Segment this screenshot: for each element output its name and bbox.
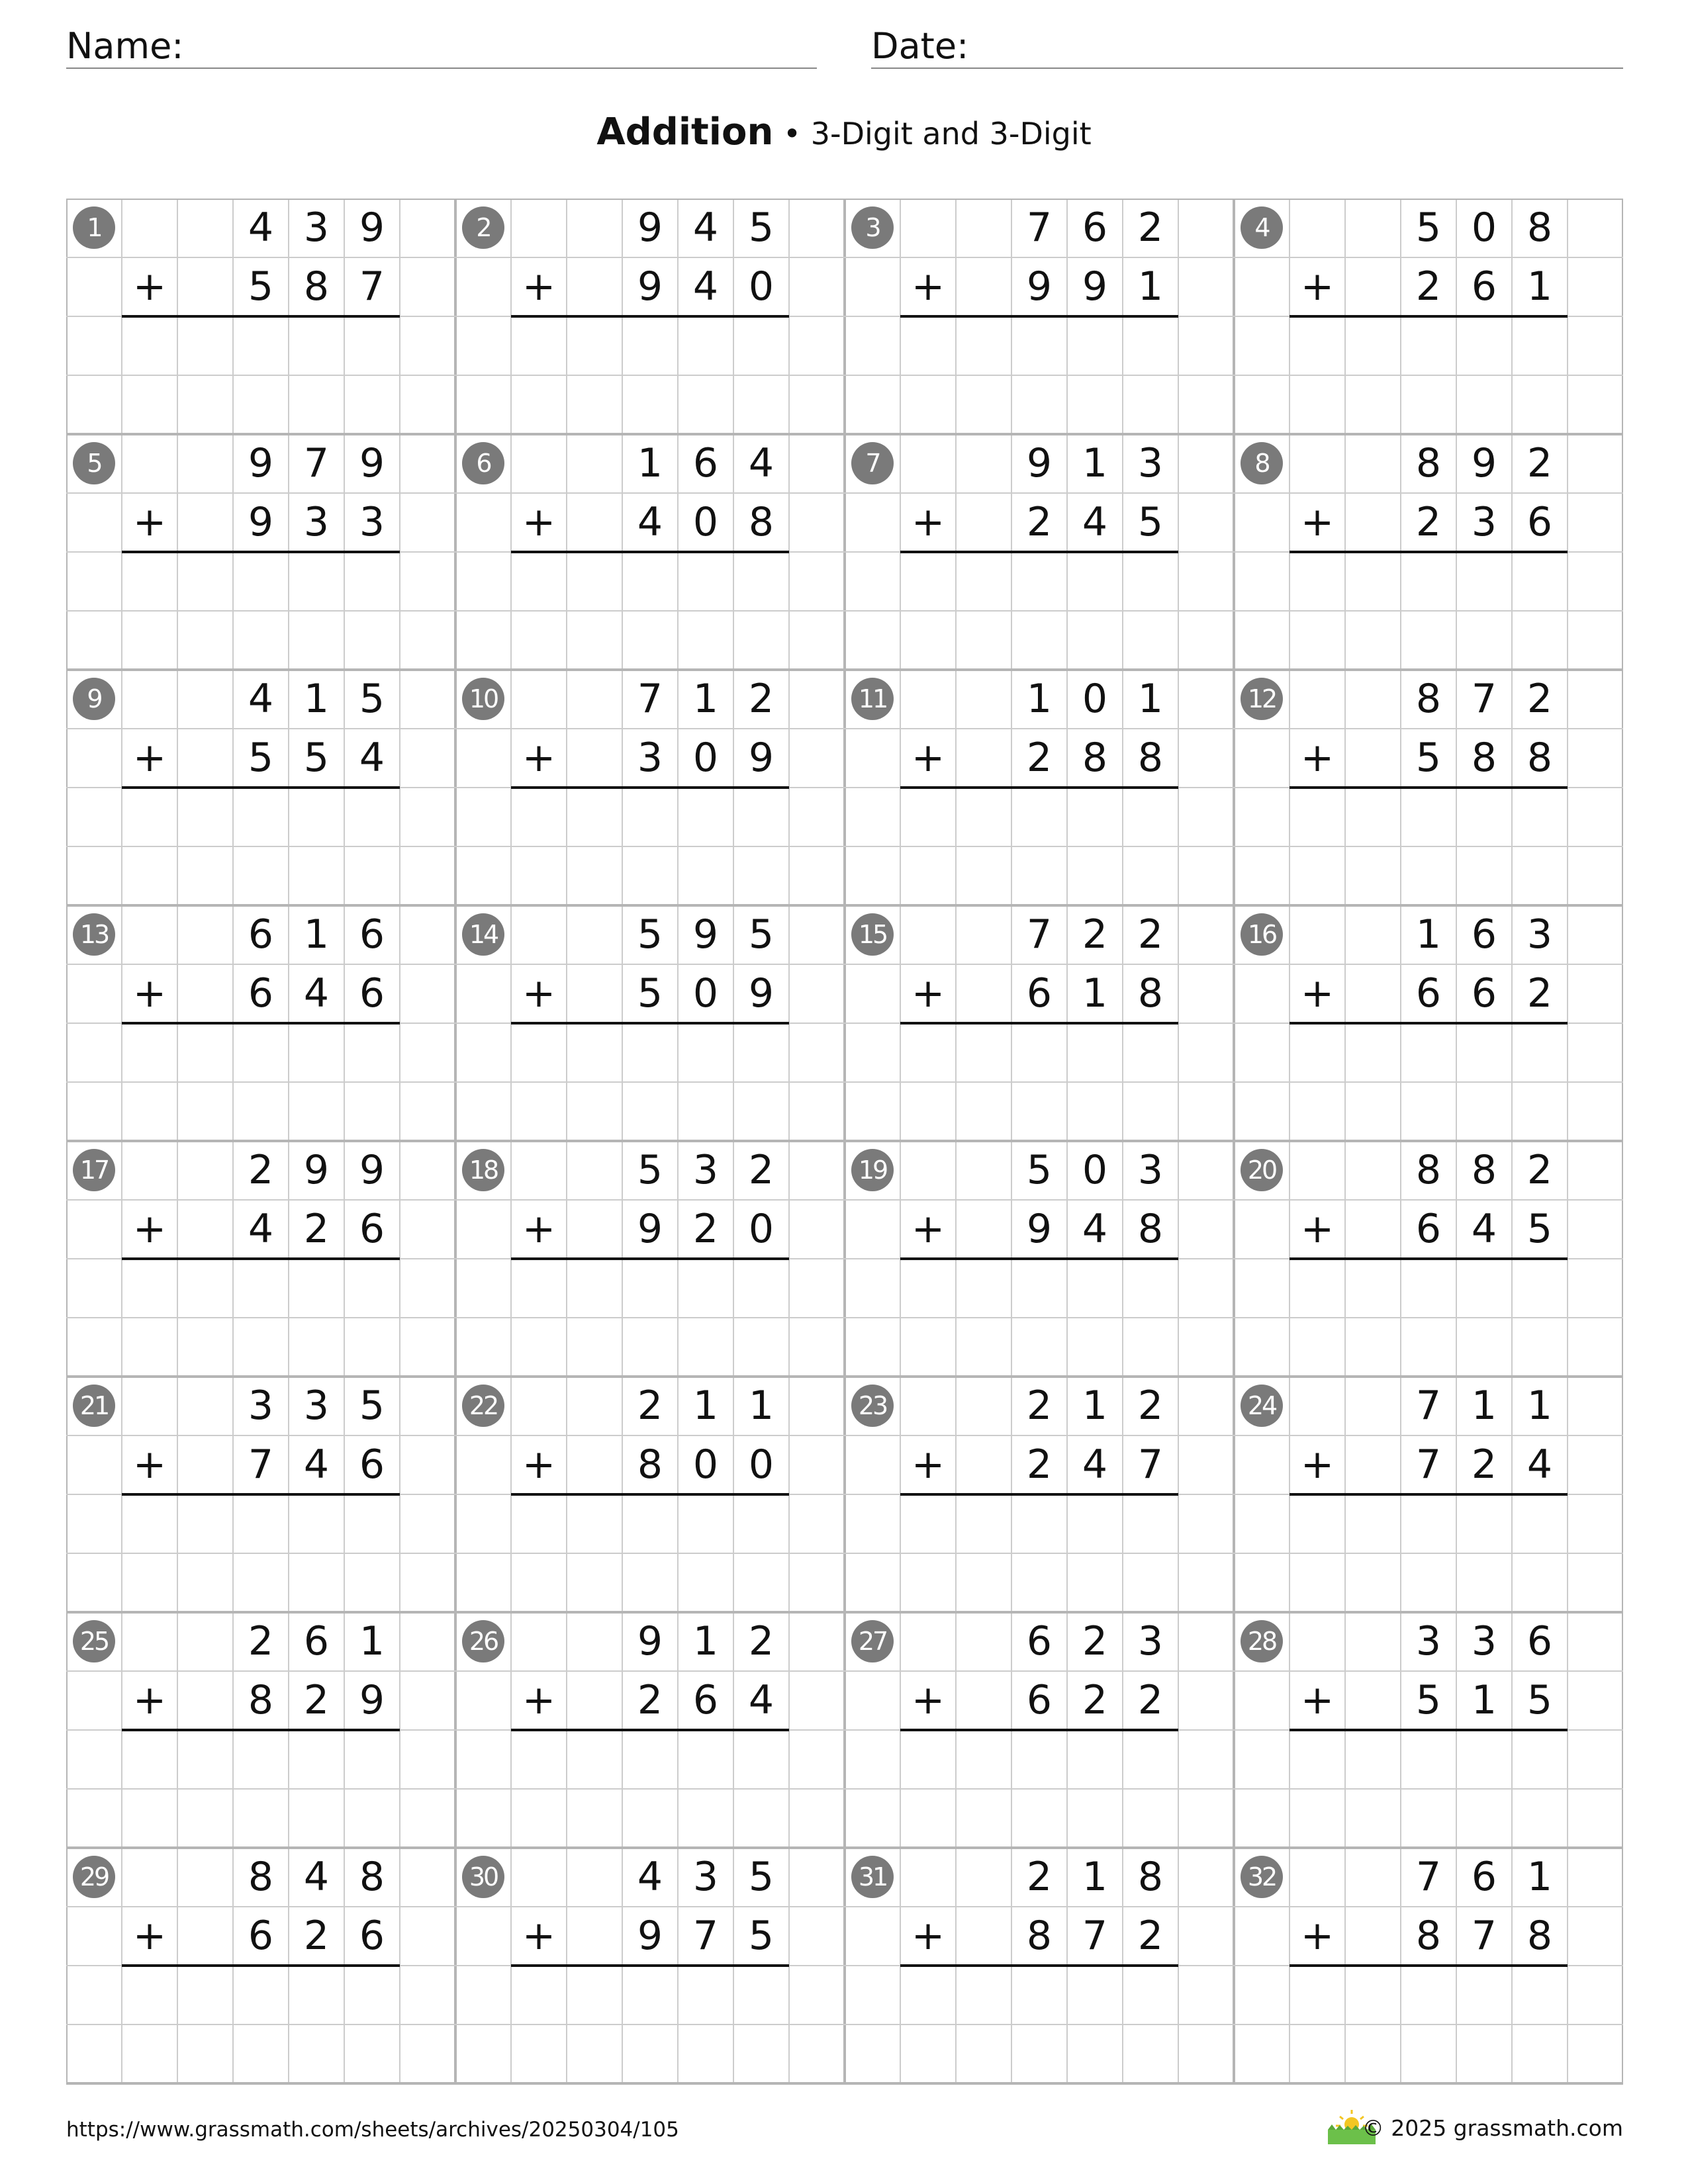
bottom-digit: 4 [1082,1206,1108,1252]
top-digit: 1 [1415,911,1442,958]
bottom-digit: 4 [248,1206,274,1252]
bottom-digit: 7 [1137,1441,1164,1488]
top-digit: 9 [359,440,385,486]
top-digit: 4 [303,1854,330,1900]
date-label: Date: [871,25,969,67]
plus-sign: + [522,1206,556,1252]
answer-area[interactable] [122,1496,400,1611]
top-digit: 3 [1137,440,1164,486]
top-digit: 5 [748,911,774,958]
answer-area[interactable] [511,1496,789,1611]
bottom-digit: 6 [359,1206,385,1252]
bottom-digit: 9 [359,1677,385,1723]
top-digit: 2 [1137,911,1164,958]
top-digit: 1 [748,1383,774,1429]
problem-number-badge: 13 [73,913,115,956]
bottom-digit: 8 [637,1441,663,1488]
answer-area[interactable] [511,318,789,433]
bottom-digit: 9 [1082,263,1108,310]
top-digit: 9 [1471,440,1497,486]
top-digit: 3 [692,1147,719,1193]
answer-area[interactable] [1289,789,1568,904]
problem-number-badge: 27 [851,1620,894,1662]
top-digit: 9 [637,205,663,251]
plus-sign: + [522,1913,556,1959]
bottom-digit: 2 [303,1677,330,1723]
bottom-digit: 8 [1137,1206,1164,1252]
top-digit: 3 [1526,911,1553,958]
bottom-digit: 6 [359,970,385,1017]
bottom-digit: 0 [692,735,719,781]
top-digit: 6 [303,1618,330,1664]
plus-sign: + [1300,1441,1335,1488]
top-digit: 2 [748,1147,774,1193]
top-digit: 2 [1526,1147,1553,1193]
top-digit: 2 [1026,1383,1053,1429]
top-digit: 1 [692,1618,719,1664]
bottom-digit: 6 [1026,1677,1053,1723]
top-digit: 1 [359,1618,385,1664]
top-digit: 5 [637,1147,663,1193]
problem-number-badge: 22 [462,1385,504,1427]
bottom-digit: 5 [637,970,663,1017]
plus-sign: + [911,1677,945,1723]
name-label: Name: [66,25,184,67]
top-digit: 5 [359,1383,385,1429]
bottom-digit: 6 [1415,970,1442,1017]
bottom-digit: 1 [1471,1677,1497,1723]
plus-sign: + [132,1913,167,1959]
bottom-digit: 5 [248,735,274,781]
top-digit: 8 [1137,1854,1164,1900]
bottom-digit: 2 [1526,970,1553,1017]
top-digit: 8 [1415,440,1442,486]
top-digit: 8 [1526,205,1553,251]
problem-number-badge: 25 [73,1620,115,1662]
top-digit: 3 [1137,1618,1164,1664]
answer-area[interactable] [1289,553,1568,668]
answer-area[interactable] [122,789,400,904]
top-digit: 0 [1471,205,1497,251]
bottom-digit: 4 [303,970,330,1017]
top-digit: 4 [248,676,274,722]
bottom-digit: 6 [248,1913,274,1959]
bottom-digit: 3 [637,735,663,781]
problem-number-badge: 5 [73,442,115,484]
problem-number-badge: 4 [1241,206,1283,249]
top-digit: 2 [1026,1854,1053,1900]
bottom-digit: 3 [303,499,330,545]
top-digit: 7 [1026,205,1053,251]
problem-number-badge: 2 [462,206,504,249]
answer-area[interactable] [900,1967,1178,2082]
bottom-digit: 6 [1026,970,1053,1017]
top-digit: 4 [248,205,274,251]
problem-number-badge: 6 [462,442,504,484]
answer-area[interactable] [511,1024,789,1140]
problem-number-badge: 30 [462,1856,504,1898]
bottom-digit: 2 [1026,735,1053,781]
bottom-digit: 5 [1526,1206,1553,1252]
bottom-digit: 6 [248,970,274,1017]
answer-area[interactable] [511,789,789,904]
top-digit: 7 [1471,676,1497,722]
top-digit: 1 [1526,1383,1553,1429]
problem-number-badge: 20 [1241,1149,1283,1191]
bottom-digit: 9 [637,1913,663,1959]
plus-sign: + [1300,263,1335,310]
top-digit: 5 [1415,205,1442,251]
top-digit: 6 [1082,205,1108,251]
top-digit: 2 [748,676,774,722]
bottom-digit: 6 [1471,263,1497,310]
top-digit: 2 [1137,1383,1164,1429]
bottom-digit: 4 [692,263,719,310]
bottom-digit: 8 [1137,735,1164,781]
bottom-digit: 9 [248,499,274,545]
top-digit: 1 [1082,440,1108,486]
plus-sign: + [132,1206,167,1252]
bottom-digit: 7 [359,263,385,310]
problem-number-badge: 17 [73,1149,115,1191]
plus-sign: + [522,970,556,1017]
top-digit: 3 [1415,1618,1442,1664]
problem-number-badge: 21 [73,1385,115,1427]
top-digit: 0 [1082,1147,1108,1193]
top-digit: 6 [1026,1618,1053,1664]
answer-area[interactable] [1289,1731,1568,1846]
top-digit: 7 [303,440,330,486]
plus-sign: + [522,263,556,310]
problem-number-badge: 23 [851,1385,894,1427]
top-digit: 3 [692,1854,719,1900]
plus-sign: + [522,1441,556,1488]
bottom-digit: 2 [692,1206,719,1252]
problem-number-badge: 18 [462,1149,504,1191]
top-digit: 5 [637,911,663,958]
top-digit: 3 [1137,1147,1164,1193]
problem-number-badge: 24 [1241,1385,1283,1427]
bottom-digit: 8 [248,1677,274,1723]
top-digit: 1 [1137,676,1164,722]
plus-sign: + [132,499,167,545]
answer-area[interactable] [1289,1260,1568,1375]
top-digit: 1 [303,676,330,722]
top-digit: 5 [748,205,774,251]
bottom-digit: 0 [748,263,774,310]
top-digit: 1 [1526,1854,1553,1900]
answer-area[interactable] [122,318,400,433]
bottom-digit: 7 [248,1441,274,1488]
top-digit: 3 [303,1383,330,1429]
name-line[interactable] [66,68,817,69]
plus-sign: + [1300,970,1335,1017]
bottom-digit: 0 [692,1441,719,1488]
top-digit: 1 [692,676,719,722]
top-digit: 7 [1415,1383,1442,1429]
title-subtitle: • 3-Digit and 3-Digit [773,116,1092,152]
bottom-digit: 4 [1471,1206,1497,1252]
bottom-digit: 8 [1137,970,1164,1017]
bottom-digit: 5 [748,1913,774,1959]
answer-area[interactable] [900,1024,1178,1140]
plus-sign: + [1300,1206,1335,1252]
top-digit: 3 [1471,1618,1497,1664]
top-digit: 9 [248,440,274,486]
answer-area[interactable] [900,553,1178,668]
answer-area[interactable] [1289,318,1568,433]
bottom-digit: 8 [1026,1913,1053,1959]
problem-number-badge: 15 [851,913,894,956]
answer-area[interactable] [900,318,1178,433]
plus-sign: + [522,735,556,781]
top-digit: 9 [1026,440,1053,486]
top-digit: 5 [359,676,385,722]
bottom-digit: 9 [1026,263,1053,310]
plus-sign: + [911,263,945,310]
bottom-digit: 5 [248,263,274,310]
top-digit: 9 [303,1147,330,1193]
top-digit: 4 [637,1854,663,1900]
problem-number-badge: 11 [851,678,894,720]
bottom-digit: 1 [1526,263,1553,310]
problem-number-badge: 19 [851,1149,894,1191]
top-digit: 1 [692,1383,719,1429]
answer-area[interactable] [900,789,1178,904]
problem-number-badge: 31 [851,1856,894,1898]
bottom-digit: 7 [1415,1441,1442,1488]
bottom-digit: 4 [303,1441,330,1488]
top-digit: 6 [248,911,274,958]
top-digit: 8 [1471,1147,1497,1193]
problem-number-badge: 32 [1241,1856,1283,1898]
bottom-digit: 2 [303,1206,330,1252]
bottom-digit: 1 [1137,263,1164,310]
top-digit: 3 [303,205,330,251]
top-digit: 6 [1471,911,1497,958]
bottom-digit: 2 [303,1913,330,1959]
top-digit: 1 [303,911,330,958]
bottom-digit: 2 [1026,499,1053,545]
plus-sign: + [522,499,556,545]
top-digit: 8 [359,1854,385,1900]
problem-number-badge: 3 [851,206,894,249]
top-digit: 2 [1082,911,1108,958]
top-digit: 9 [359,205,385,251]
bottom-digit: 2 [1137,1677,1164,1723]
bottom-digit: 5 [1415,1677,1442,1723]
answer-area[interactable] [900,1496,1178,1611]
bottom-digit: 2 [637,1677,663,1723]
bottom-digit: 7 [692,1913,719,1959]
top-digit: 2 [1082,1618,1108,1664]
top-digit: 9 [692,911,719,958]
problem-number-badge: 10 [462,678,504,720]
bottom-digit: 6 [359,1441,385,1488]
answer-area[interactable] [1289,1496,1568,1611]
plus-sign: + [911,1206,945,1252]
plus-sign: + [132,263,167,310]
bottom-digit: 5 [1415,735,1442,781]
answer-area[interactable] [122,1731,400,1846]
answer-area[interactable] [1289,1024,1568,1140]
plus-sign: + [522,1677,556,1723]
bottom-digit: 2 [1137,1913,1164,1959]
plus-sign: + [911,499,945,545]
bottom-digit: 8 [1082,735,1108,781]
bottom-digit: 6 [1526,499,1553,545]
bottom-digit: 0 [748,1206,774,1252]
bottom-digit: 6 [692,1677,719,1723]
top-digit: 2 [1526,440,1553,486]
bottom-digit: 4 [748,1677,774,1723]
bottom-digit: 6 [1471,970,1497,1017]
bottom-digit: 2 [1415,263,1442,310]
top-digit: 7 [1415,1854,1442,1900]
bottom-digit: 3 [1471,499,1497,545]
worksheet-title [0,106,1688,167]
bottom-digit: 6 [359,1913,385,1959]
bottom-digit: 9 [637,1206,663,1252]
bottom-digit: 8 [1526,735,1553,781]
top-digit: 8 [248,1854,274,1900]
top-digit: 2 [248,1147,274,1193]
top-digit: 0 [1082,676,1108,722]
plus-sign: + [1300,1677,1335,1723]
top-digit: 7 [1026,911,1053,958]
answer-area[interactable] [511,1731,789,1846]
top-digit: 1 [1026,676,1053,722]
bottom-digit: 5 [303,735,330,781]
plus-sign: + [1300,1913,1335,1959]
problem-number-badge: 29 [73,1856,115,1898]
bottom-digit: 7 [1082,1913,1108,1959]
problem-number-badge: 28 [1241,1620,1283,1662]
bottom-digit: 4 [1082,499,1108,545]
bottom-digit: 8 [1471,735,1497,781]
plus-sign: + [911,1441,945,1488]
plus-sign: + [132,1677,167,1723]
top-digit: 2 [1526,676,1553,722]
plus-sign: + [132,735,167,781]
top-digit: 9 [359,1147,385,1193]
top-digit: 9 [637,1618,663,1664]
plus-sign: + [1300,499,1335,545]
bottom-digit: 2 [1415,499,1442,545]
top-digit: 1 [637,440,663,486]
top-digit: 5 [1026,1147,1053,1193]
bottom-digit: 5 [1526,1677,1553,1723]
plus-sign: + [132,1441,167,1488]
bottom-digit: 0 [692,499,719,545]
bottom-digit: 9 [1026,1206,1053,1252]
top-digit: 1 [1471,1383,1497,1429]
bottom-digit: 6 [1415,1206,1442,1252]
problem-number-badge: 16 [1241,913,1283,956]
top-digit: 1 [1082,1383,1108,1429]
answer-area[interactable] [1289,1967,1568,2082]
top-digit: 8 [1415,676,1442,722]
top-digit: 4 [692,205,719,251]
answer-area[interactable] [900,1260,1178,1375]
top-digit: 3 [248,1383,274,1429]
answer-area[interactable] [511,1260,789,1375]
bottom-digit: 5 [1137,499,1164,545]
problem-number-badge: 1 [73,206,115,249]
plus-sign: + [911,970,945,1017]
answer-area[interactable] [511,1967,789,2082]
top-digit: 2 [248,1618,274,1664]
answer-area[interactable] [122,1967,400,2082]
date-line[interactable] [871,68,1623,69]
top-digit: 6 [1526,1618,1553,1664]
top-digit: 6 [1471,1854,1497,1900]
problem-grid [66,199,1623,2085]
problem-number-badge: 14 [462,913,504,956]
top-digit: 4 [748,440,774,486]
plus-sign: + [132,970,167,1017]
problem-number-badge: 26 [462,1620,504,1662]
bottom-digit: 4 [1082,1441,1108,1488]
footer-url[interactable]: https://www.grassmath.com/sheets/archives/20250304/105 [66,2118,679,2142]
plus-sign: + [911,735,945,781]
top-digit: 6 [359,911,385,958]
answer-area[interactable] [511,553,789,668]
problem-number-badge: 9 [73,678,115,720]
plus-sign: + [911,1913,945,1959]
top-digit: 7 [637,676,663,722]
bottom-digit: 8 [748,499,774,545]
bottom-digit: 8 [1415,1913,1442,1959]
problem-number-badge: 8 [1241,442,1283,484]
bottom-digit: 2 [1471,1441,1497,1488]
bottom-digit: 4 [1526,1441,1553,1488]
answer-area[interactable] [122,1024,400,1140]
bottom-digit: 2 [1026,1441,1053,1488]
answer-area[interactable] [122,1260,400,1375]
bottom-digit: 9 [748,735,774,781]
top-digit: 2 [1137,205,1164,251]
plus-sign: + [1300,735,1335,781]
problem-number-badge: 7 [851,442,894,484]
bottom-digit: 0 [748,1441,774,1488]
top-digit: 6 [692,440,719,486]
bottom-digit: 0 [692,970,719,1017]
top-digit: 2 [748,1618,774,1664]
answer-area[interactable] [900,1731,1178,1846]
answer-area[interactable] [122,553,400,668]
bottom-digit: 9 [748,970,774,1017]
title-main: Addition [596,111,774,154]
bottom-digit: 9 [637,263,663,310]
bottom-digit: 8 [303,263,330,310]
footer-copyright: © 2025 grassmath.com [1362,2115,1623,2141]
bottom-digit: 2 [1082,1677,1108,1723]
bottom-digit: 1 [1082,970,1108,1017]
top-digit: 2 [637,1383,663,1429]
bottom-digit: 4 [637,499,663,545]
top-digit: 1 [1082,1854,1108,1900]
bottom-digit: 4 [359,735,385,781]
bottom-digit: 8 [1526,1913,1553,1959]
problem-number-badge: 12 [1241,678,1283,720]
bottom-digit: 7 [1471,1913,1497,1959]
bottom-digit: 3 [359,499,385,545]
top-digit: 5 [748,1854,774,1900]
top-digit: 8 [1415,1147,1442,1193]
